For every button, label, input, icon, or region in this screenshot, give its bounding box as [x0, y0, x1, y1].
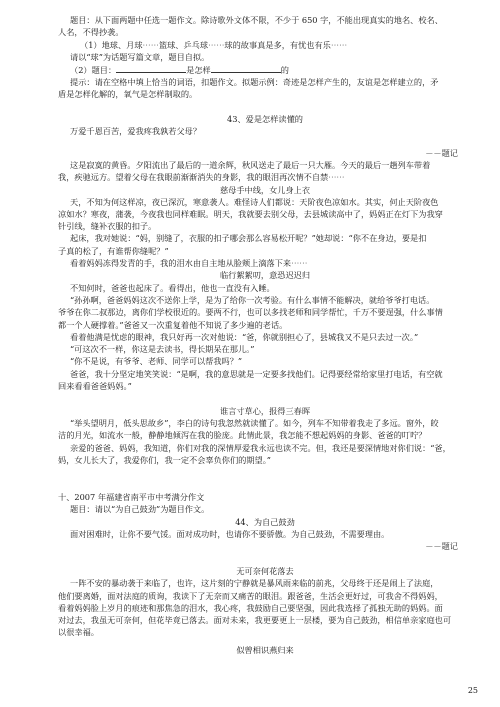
text-line: 爷爷在你二叔那边，离你们学校很近的。要两不行，也可以多找老师和同学帮忙，千万不要逞强，什么事情 — [58, 307, 443, 317]
text-line: “你不是说，有爷爷、老师、同学可以帮我吗？” — [70, 356, 243, 366]
text-line: 题目：请以“为自己鼓劲”为题目作文。 — [70, 504, 210, 514]
text-line: 不知何时，爸爸也起床了。看得出，他也一直没有入睡。 — [70, 283, 275, 293]
text-line: 针引线，缝补衣服的扣子。 — [58, 221, 157, 231]
text-line: 他们要离婚，面对法庭的质询，我读下了无奈而又痛苦的眼泪。跟爸爸，生活会更好过，可我舍不得妈妈， — [58, 591, 443, 601]
text-line: 盾是怎样化解的，氧气是怎样制取的。 — [58, 89, 198, 99]
text-line: 看着他满是忧虑的眼神，我只好再一次对他说：“爸，你就别担心了，县城我又不是只去过一次。” — [70, 332, 419, 342]
text-line: “举头望明月，低头思故乡”，李白的诗句我忽然就读懂了。如今，列车不知带着我走了多远。窗外，皎 — [70, 418, 439, 428]
text-line: 我，疾驰远方。望着父母在我眼前渐渐消失的身影，我的眼泪再次情不自禁⋯⋯ — [58, 172, 345, 182]
text-line: 题目：从下面两题中任选一题作文。除诗歌外文体不限，不少于 650 字，不能出现真实的地名、校名、 — [70, 15, 443, 25]
text-line: （1）地球、月球⋯⋯篮球、乒乓球⋯⋯球的故事真是多，有忧也有乐⋯⋯ — [80, 40, 348, 50]
text-line: （2）题目： 是怎样 的 — [70, 65, 289, 75]
text-line: 43、爱是怎样读懂的 — [227, 114, 303, 124]
text-line: 对过去，我虽无可奈何，但花毕竟已落去。面对未来，我更要更上一层楼，要为自己鼓劲，相信单亲家庭也可 — [58, 615, 452, 625]
text-line: 天，不知为何这样凉，夜已深沉，寒意袭人。难怪诗人们都说：天阶夜色凉如水。其实，何止天阶夜色 — [70, 197, 439, 207]
text-line: 都一个人硬撑着。”爸爸又一次重复着他不知说了多少遍的老话。 — [58, 320, 288, 330]
text-line: 看着妈妈脸上岁月的痕迹和那焦急的泪水，我心疼，我鼓励自己要坚强，因此我选择了孤独无助的妈妈。面 — [58, 603, 443, 613]
text-line: －－题记 — [425, 148, 458, 158]
text-line: 44、为自己鼓劲 — [235, 517, 295, 527]
text-line: 无可奈何花落去 — [236, 566, 294, 576]
text-line: 洁的月光，如流水一般，静静地倾泻在我的脸庞。此情此景，我怎能不想起妈妈的身影、爸爸的叮咛？ — [58, 430, 427, 440]
text-line: 十、2007 年福建省南平市中考满分作文 — [58, 492, 205, 502]
text-line: 起床，我对她说：“妈，别缝了，衣服的扣子哪会那么容易松开呢？”她却说：“你不在身边，要是扣 — [70, 233, 427, 243]
page-number: 25 — [467, 686, 478, 695]
text-line: 面对困难时，让你不要气馁。面对成功时，也请你不要骄傲。为自己鼓劲，不需要理由。 — [70, 529, 390, 539]
text-line: 请以“球”为话题写篇文章，题目自拟。 — [70, 52, 210, 62]
text-line: 临行絮絮叨，意恐迟迟归 — [219, 270, 311, 280]
text-line: 人名，不得抄袭。 — [58, 27, 124, 37]
text-line: 亲爱的爸爸、妈妈，我知道，你们对我的深情厚爱我永远也读不完。但，我还是要深情地对你们说：“爸， — [70, 443, 451, 453]
text-line: －－题记 — [425, 541, 458, 551]
text-line: “孙孙啊，爸爸妈妈这次不送你上学，是为了给你一次考验。有什么事情不能解决，就给爷爷打电话。 — [70, 295, 435, 305]
text-line: 子真的松了，有谁帮你缝呢？” — [58, 246, 169, 256]
text-line: 谁言寸草心，报得三春晖 — [219, 406, 311, 416]
fill-blank — [116, 64, 186, 73]
text-line: 回来看看爸爸妈妈。” — [58, 381, 132, 391]
text-line: 这是寂寞的黄昏。夕阳流出了最后的一道余辉，秋风送走了最后一只大雁。今天的最后一趟列车带着 — [70, 160, 431, 170]
text-line: 慈母手中线，女儿身上衣 — [219, 185, 311, 195]
text-line: 似曾相识燕归来 — [236, 645, 294, 655]
text-line: 以很幸福。 — [58, 627, 99, 637]
text-line: 一阵不安的暴动袭于来临了，也许，这片刻的宁静就是暴风雨来临的前兆，父母终于还是闹上了法庭， — [70, 578, 439, 588]
text-line: 万爱千恩百苦，爱我疼我孰若父母？ — [70, 126, 202, 136]
text-line: 爸爸，我十分坚定地笑笑说：“是啊，我的意思就是一定要多找他们。记得要经常给家里打电话，有空就 — [70, 369, 443, 379]
fill-blank — [211, 64, 281, 73]
text-line: “可这次不一样，你这是去读书，得长期呆在那儿。” — [70, 344, 255, 354]
text-line: 凉如水？寒夜，蒲袭，今夜我也同样难眠。明天，我就要去别父母，去县城读高中了，妈妈正在灯下为我穿 — [58, 209, 443, 219]
text-line: 提示：请在空格中填上恰当的词语，扣题作文。拟题示例：奇迹是怎样产生的，友谊是怎样建立的，矛 — [70, 77, 439, 87]
text-line: 妈，女儿长大了，我爱你们，我一定不会辜负你们的期望。” — [58, 455, 271, 465]
text-line: 看着妈妈冻得发青的手，我的泪水由自主地从脸颊上滴落下来⋯⋯ — [70, 258, 308, 268]
